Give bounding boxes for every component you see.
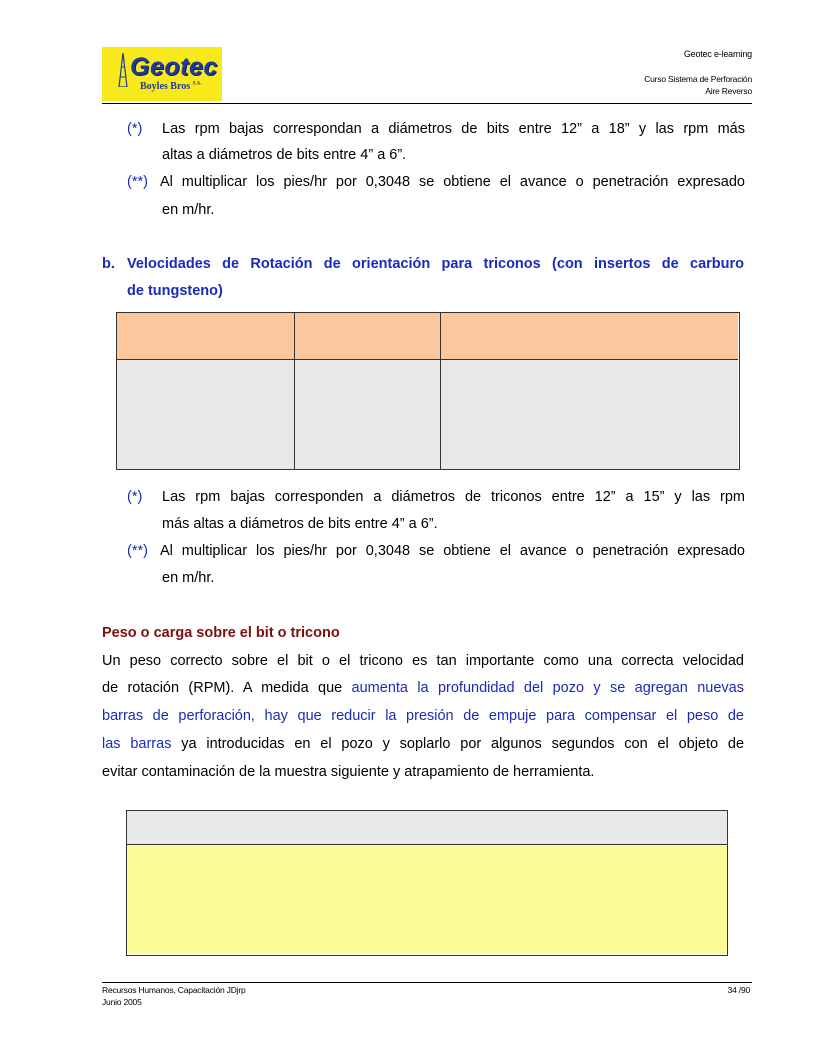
footer-date: Junio 2005 [102,997,142,1007]
section-b-heading-line2: de tungsteno) [127,283,223,299]
footer-divider [102,982,752,983]
table-body-cell [117,360,295,469]
note-mid-2-line1: Al multiplicar los pies/hr por 0,3048 se obtiene el avance o penetración expresado [160,543,745,559]
geotec-logo [102,47,222,101]
logo-subtitle: Boyles Bros $^{S.A.}$ [140,81,202,92]
weight-table [126,810,728,956]
note-mid-2-line2: en m/hr. [162,570,215,586]
note-mid-1-line1: Las rpm bajas corresponden a diámetros de triconos entre 12” a 15” y las rpm [162,489,745,505]
footer-page-number: 34 /90 [727,985,750,995]
table-header-cell [117,313,295,360]
peso-paragraph-line4: las barras ya introducidas en el pozo y soplarlo por algunos segundos con el objeto de [102,736,745,752]
note-mid-2-marker: (**) [127,543,148,559]
note-mid-1-marker: (*) [127,489,143,505]
table-body-cell [441,360,738,469]
table-header-cell [295,313,441,360]
peso-paragraph-line5: evitar contaminación de la muestra siguiente y atrapamiento de herramienta. [102,764,595,780]
drill-tower-icon [118,53,128,87]
note-top-1-line1: Las rpm bajas correspondan a diámetros de bits entre 12” a 18” y las rpm más [162,121,745,137]
header-course-name: Curso Sistema de Perforación [644,74,752,84]
note-top-1-marker: (*) [127,121,143,137]
section-b-label: b. [102,256,115,272]
peso-paragraph-line1: Un peso correcto sobre el bit o el tricono es tan importante como una correcta velocidad [102,653,744,669]
peso-paragraph-line2: de rotación (RPM). A medida que aumenta la profundidad del pozo y se agregan nuevas [102,680,744,696]
note-mid-1-line2: más altas a diámetros de bits entre 4” a 6”. [162,516,438,532]
section-b-heading-line1: Velocidades de Rotación de orientación para triconos (con insertos de carburo [127,256,744,272]
note-top-2-line2: en m/hr. [162,202,215,218]
peso-paragraph-line3: barras de perforación, hay que reducir la presión de empuje para compensar el peso de [102,708,744,724]
header-divider [102,103,752,104]
footer-department: Recursos Humanos, Capacitación JDjrp [102,985,246,995]
section-title-peso: Peso o carga sobre el bit o tricono [102,625,340,641]
table-body-cell [127,845,727,954]
table-header-cell [441,313,738,360]
rotation-speed-table [116,312,740,470]
table-body-cell [295,360,441,469]
note-top-1-line2: altas a diámetros de bits entre 4” a 6”. [162,147,407,163]
table-header-cell [127,811,727,845]
note-top-2-line1: Al multiplicar los pies/hr por 0,3048 se obtiene el avance o penetración expresado [160,174,745,190]
header-course-topic: Aire Reverso [705,86,752,96]
note-top-2-marker: (**) [127,174,148,190]
logo-wordmark: Geotec [130,53,218,81]
header-course-platform: Geotec e-learning [683,49,752,59]
